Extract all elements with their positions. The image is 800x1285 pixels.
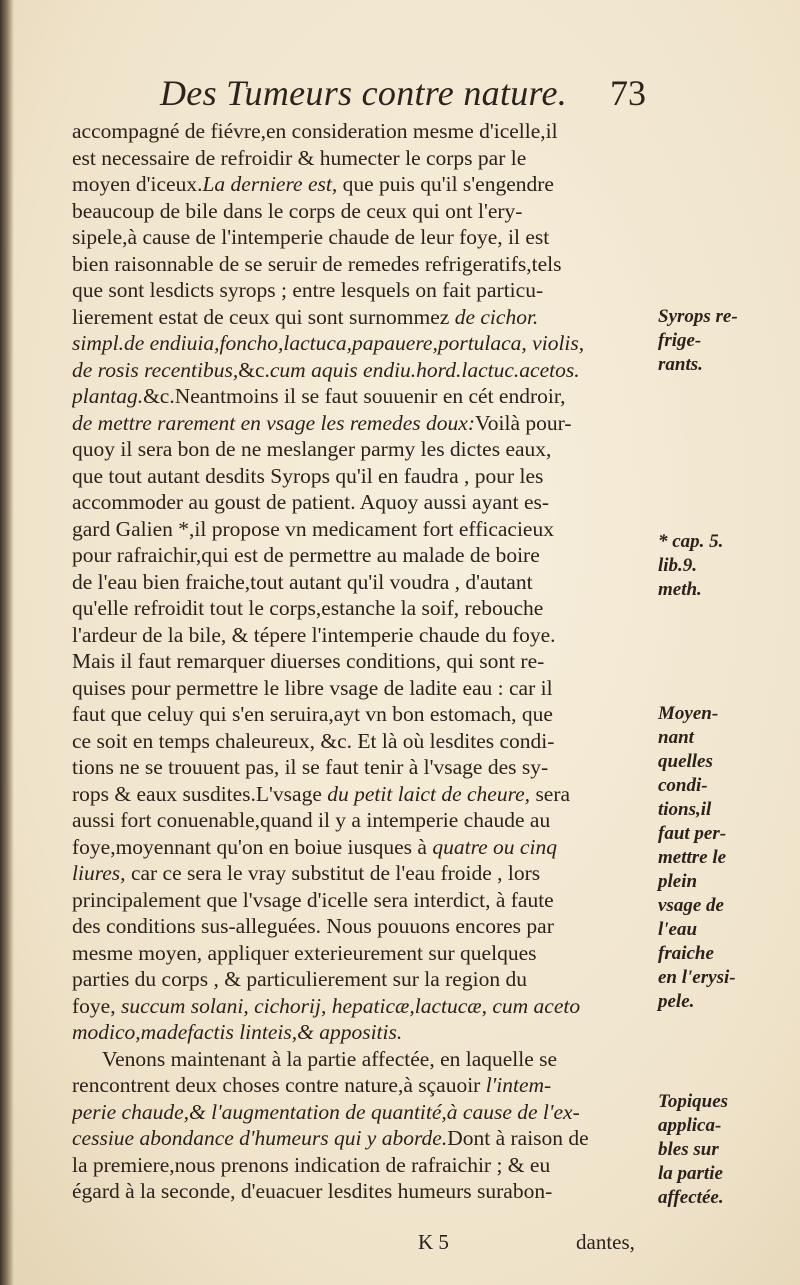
text-line [72, 171, 644, 198]
text-line [72, 807, 644, 834]
italic-segment: quatre ou cinq [432, 834, 557, 859]
margin-note-line: Syrops re- [658, 306, 738, 327]
margin-note-line: condi- [658, 775, 708, 796]
italic-segment: La derniere est, [202, 172, 338, 196]
margin-note-line: l'eau [658, 919, 698, 940]
text-segment: car ce sera le vray substitut de l'eau froide , lors [125, 861, 541, 885]
text-segment: tions ne se trouuent pas, il se faut tenir à l'vsage des sy- [72, 755, 549, 779]
text-segment: sipele,à cause de l'intemperie chaude de leur foye, il est [72, 225, 550, 249]
margin-note-line: fraiche [658, 943, 714, 964]
margin-note [658, 530, 793, 602]
running-head [160, 72, 650, 122]
margin-note-line: frige- [658, 330, 702, 351]
margin-note-line: Moyen- [658, 703, 719, 724]
text-line [72, 940, 644, 967]
text-line [72, 1099, 644, 1126]
margin-note-line: plein [658, 871, 698, 892]
text-line [72, 516, 644, 543]
text-line [72, 277, 644, 304]
text-line [72, 436, 644, 463]
margin-note-line: Topiques [658, 1091, 729, 1112]
text-segment: rencontrent deux choses contre nature,à sçauoir [72, 1073, 486, 1097]
page-footer [0, 1230, 800, 1270]
text-segment: aussi fort conuenable,quand il y a intemperie chaude au [72, 808, 551, 832]
signature-mark: K 5 [418, 1230, 449, 1254]
text-segment: que puis qu'il s'engendre [337, 172, 554, 196]
text-segment: bien raisonnable de se seruir de remedes refrigeratifs,tels [72, 251, 562, 276]
text-line [72, 1125, 644, 1152]
text-segment: Dont à raison de [447, 1126, 589, 1150]
running-title: Des Tumeurs contre nature. [160, 73, 568, 113]
text-line [72, 1152, 644, 1179]
text-segment: qu'elle refroidit tout le corps,estanche la soif, rebouche [72, 596, 544, 620]
text-line [72, 410, 644, 437]
margin-note-line: mettre le [658, 847, 727, 868]
text-line [72, 966, 644, 993]
margin-note-line: lib.9. [658, 555, 698, 576]
text-line [72, 304, 644, 331]
italic-segment: perie chaude,& l'augmentation de quantité,à cause de l'ex- [72, 1099, 580, 1124]
text-segment: faut que celuy qui s'en seruira,ayt vn bon estomach, que [72, 702, 553, 726]
text-line [72, 1019, 644, 1046]
text-segment: sera [530, 781, 571, 806]
text-line [72, 1178, 644, 1205]
italic-segment: plantag. [72, 384, 144, 408]
text-line [72, 781, 644, 808]
text-segment: parties du corps , & particulierement sur la region du [72, 967, 527, 991]
text-line [72, 993, 644, 1020]
text-segment: lierement estat de ceux qui sont surnommez [72, 304, 455, 329]
text-line [72, 887, 644, 914]
text-line [72, 728, 644, 755]
margin-note-line: nant [658, 727, 694, 748]
text-segment: des conditions sus-alleguées. Nous pouuons encores par [72, 914, 554, 938]
text-line [72, 330, 644, 357]
text-line [72, 357, 644, 384]
text-line [72, 834, 644, 861]
text-segment: l'ardeur de la bile, & tépere l'intemperie chaude du foye. [72, 622, 556, 647]
margin-note-line: vsage de [658, 895, 724, 916]
page-binding-edge [0, 0, 14, 1285]
text-segment: &c. [238, 357, 270, 382]
italic-segment: l'intem- [485, 1073, 552, 1097]
text-segment: moyen d'iceux. [72, 172, 203, 196]
text-segment: &c.Neantmoins il se faut souuenir en cét endroir, [143, 384, 566, 408]
text-line [72, 754, 644, 781]
text-line [72, 145, 644, 172]
text-segment: Voilà pour- [475, 410, 572, 435]
text-segment: pour rafraichir,qui est de permettre au malade de boire [72, 543, 540, 567]
margin-note-line: affectée. [658, 1187, 724, 1208]
margin-note-line: la partie [658, 1163, 723, 1184]
text-segment: quises pour permettre le libre vsage de ladite eau : car il [72, 675, 553, 700]
text-line [72, 569, 644, 596]
margin-note [658, 305, 793, 377]
text-line [72, 118, 644, 145]
catchword: dantes, [576, 1230, 635, 1254]
margin-note [658, 702, 793, 1014]
italic-segment: de rosis recentibus, [72, 357, 239, 382]
text-segment: la premiere,nous prenons indication de rafraichir ; & eu [72, 1152, 551, 1177]
margin-note-line: quelles [658, 751, 713, 772]
text-segment: quoy il sera bon de ne meslanger parmy les dictes eaux, [72, 437, 552, 461]
text-segment: est necessaire de refroidir & humecter le corps par le [72, 145, 527, 170]
text-segment: égard à la seconde, d'euacuer lesdites humeurs surabon- [72, 1179, 553, 1203]
italic-segment: du petit laict de cheure, [327, 781, 531, 806]
margin-note-line: * cap. 5. [658, 531, 724, 552]
page-number: 73 [610, 73, 646, 113]
text-line [72, 198, 644, 225]
text-segment: de l'eau bien fraiche,tout autant qu'il voudra , d'autant [72, 569, 533, 594]
text-line [72, 648, 644, 675]
text-line [72, 701, 644, 728]
text-segment: foye,moyennant qu'on en boiue iusques à [72, 834, 433, 859]
text-segment: que sont lesdicts syrops ; entre lesquels on fait particu- [72, 278, 544, 302]
margin-note-line: pele. [658, 991, 695, 1012]
text-line [72, 542, 644, 569]
italic-segment: cum aquis endiu.hord.lactuc.acetos. [269, 357, 580, 382]
text-line [72, 489, 644, 516]
margin-note-line: applica- [658, 1115, 722, 1136]
margin-note-line: en l'erysi- [658, 967, 736, 988]
margin-note-line: meth. [658, 579, 702, 600]
text-segment: Mais il faut remarquer diuerses conditions, qui sont re- [72, 649, 545, 673]
text-line [72, 595, 644, 622]
text-line [72, 463, 644, 490]
italic-segment: modico,madefactis linteis,& appositis. [72, 1020, 403, 1044]
text-segment: mesme moyen, appliquer exterieurement sur quelques [72, 940, 537, 965]
italic-segment: de mettre rarement en vsage les remedes doux: [72, 410, 475, 435]
text-segment: principalement que l'vsage d'icelle sera interdict, à faute [72, 887, 554, 912]
italic-segment: cessiue abondance d'humeurs qui y aborde. [72, 1126, 448, 1150]
text-line [72, 224, 644, 251]
body-text [72, 118, 644, 1205]
italic-segment: succum solani, cichorij, hepaticæ,lactucæ, cum aceto [120, 993, 581, 1018]
text-segment: que tout autant desdits Syrops qu'il en faudra , pour les [72, 463, 544, 488]
text-segment: rops & eaux susdites.L'vsage [72, 781, 328, 806]
text-line [72, 1046, 644, 1073]
text-segment: accommoder au goust de patient. Aquoy aussi ayant es- [72, 490, 550, 514]
italic-segment: de cichor. [454, 304, 539, 329]
text-line [72, 383, 644, 410]
text-line [72, 860, 644, 887]
margin-note-line: tions,il [658, 799, 712, 820]
text-segment: foye, [72, 993, 121, 1018]
margin-note-line: faut per- [658, 823, 727, 844]
text-segment: accompagné de fiévre,en consideration mesme d'icelle,il [72, 119, 558, 143]
italic-segment: simpl.de endiuia,foncho,lactuca,papauere,portulaca, violis, [72, 331, 585, 355]
text-segment: gard Galien *,il propose vn medicament fort efficacieux [72, 516, 554, 541]
text-segment: beaucoup de bile dans le corps de ceux qui ont l'ery- [72, 198, 523, 223]
margin-note [658, 1090, 793, 1210]
text-line [72, 622, 644, 649]
text-line [72, 1072, 644, 1099]
text-line [72, 251, 644, 278]
text-line [72, 675, 644, 702]
text-line [72, 913, 644, 940]
text-segment: ce soit en temps chaleureux, &c. Et là où lesdites condi- [72, 728, 555, 753]
margin-note-line: bles sur [658, 1139, 719, 1160]
text-segment: Venons maintenant à la partie affectée, en laquelle se [102, 1046, 558, 1071]
italic-segment: liures, [72, 861, 126, 885]
margin-note-line: rants. [658, 354, 703, 375]
